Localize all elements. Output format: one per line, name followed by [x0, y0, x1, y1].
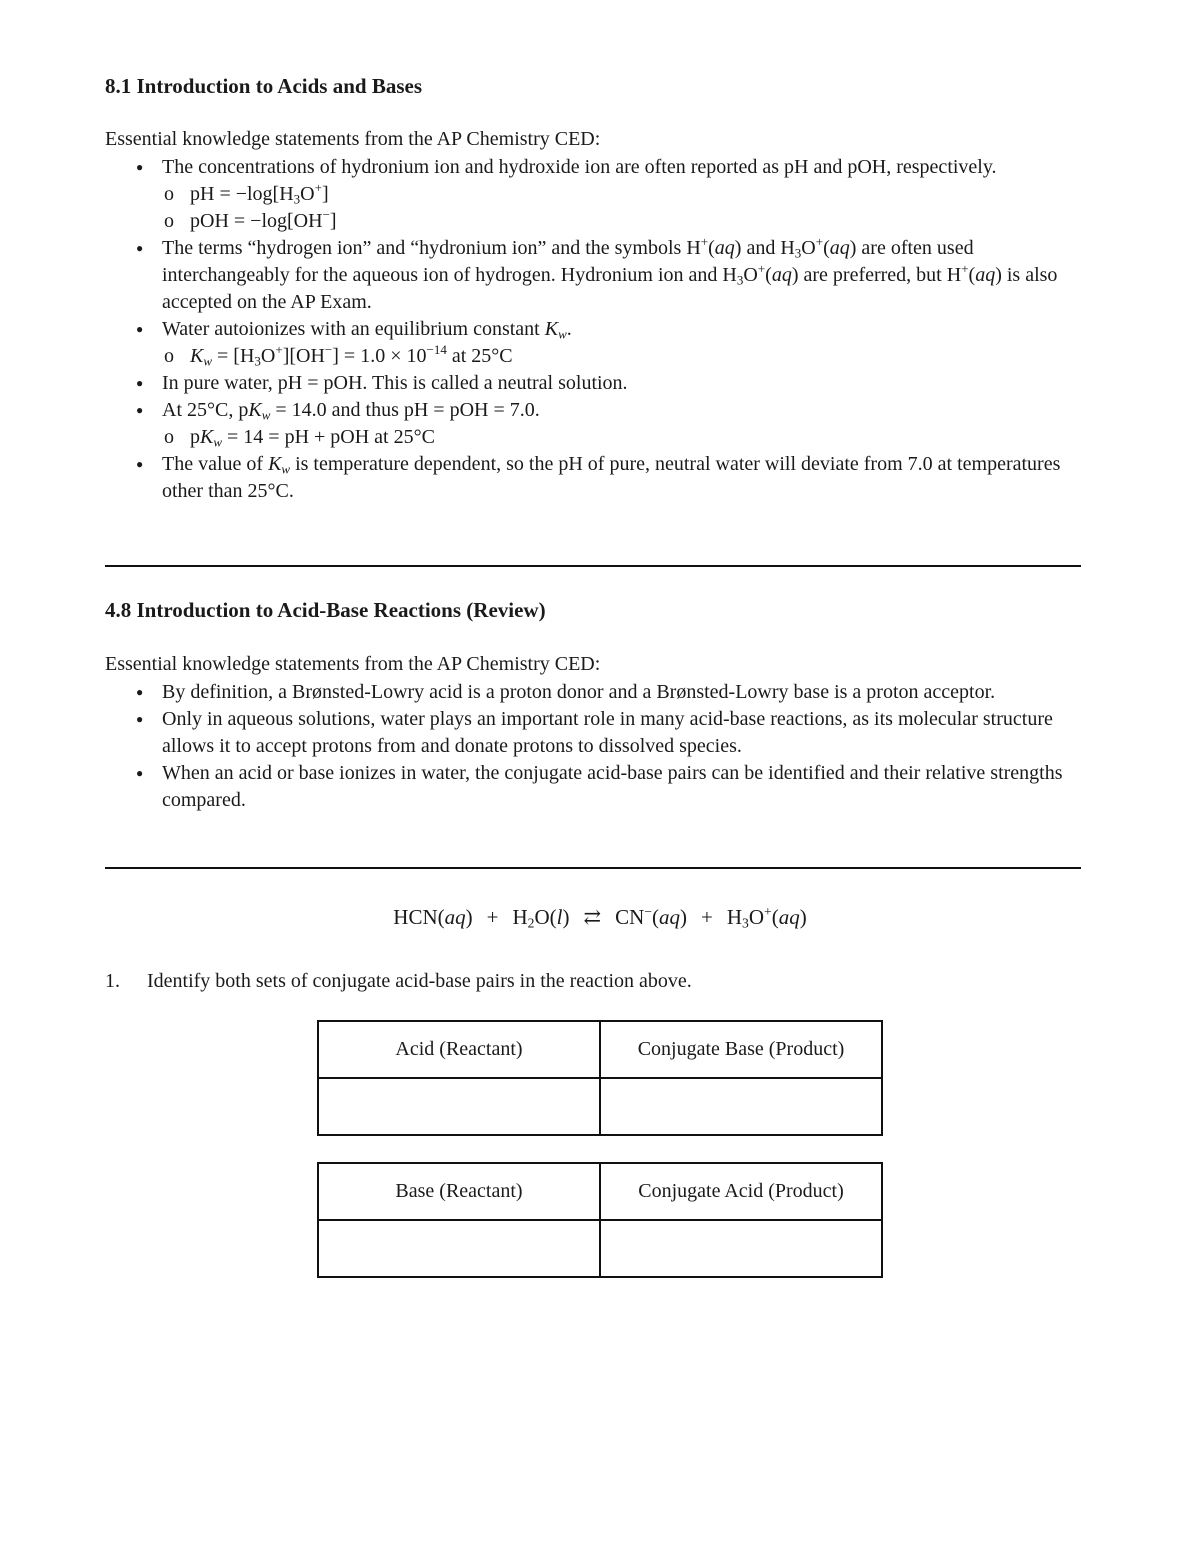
list-item: ● At 25°C, $pK_w = 14.0$ and thus pH = pOH = 7.0. o $pK_w = 14$ = pH + pOH at 25°C: [105, 397, 1105, 451]
acid-base-table: [317, 1020, 883, 1136]
conjugate-acid-answer-cell[interactable]: [600, 1220, 882, 1277]
list-item: ● Water autoionizes with an equilibrium constant $K_w$. o $K_w = [H_3O^+][OH^-] = 1.0 \times 10^{-14}$ at 25°C: [105, 316, 1105, 370]
list-item: o $pK_w = 14$ = pH + pOH at 25°C: [162, 424, 1105, 451]
question-number: 1.: [105, 970, 120, 992]
list-item: ● The terms “hydrogen ion” and “hydronium ion” and the symbols H+(aq) and $H_3O^+(aq)$ are often used interchangeably for the aqueous ion of hydrogen. Hydronium ion and $H_3O^+(aq)$ are preferred, but H+(aq) is also accepted on the AP Exam.: [105, 235, 1105, 316]
reaction-equation: $HCN(aq) + H_2O(l)$ ⇄ $CN^-(aq) + H_3O^+(aq)$: [393, 903, 807, 931]
conjugate-acid-header: Conjugate Acid (Product): [600, 1163, 882, 1220]
section-heading-4-8: 4.8 Introduction to Acid-Base Reactions (Review): [105, 598, 546, 622]
list-item: ● Only in aqueous solutions, water plays an important role in many acid-base reactions, as its molecular structure allows it to accept protons from and donate protons to dissolved species.: [105, 706, 1105, 760]
acid-reactant-answer-cell[interactable]: [318, 1078, 600, 1135]
list-item: ● The value of $K_w$ is temperature dependent, so the pH of pure, neutral water will deviate from 7.0 at temperatures other than 25°C.: [105, 451, 1105, 505]
section-heading-8-1: 8.1 Introduction to Acids and Bases: [105, 74, 423, 98]
list-item: ● The concentrations of hydronium ion and hydroxide ion are often reported as pH and pOH, respectively. o pH = $-\log[H_3O^+]$ o pOH = −log[OH−]: [105, 154, 1105, 235]
list-item: ● When an acid or base ionizes in water, the conjugate acid-base pairs can be identified and their relative strengths compared.: [105, 760, 1105, 814]
section-divider: [105, 565, 1081, 567]
question-text: Identify both sets of conjugate acid-base pairs in the reaction above.: [147, 970, 692, 992]
section-intro-4-8: Essential knowledge statements from the AP Chemistry CED:: [105, 653, 601, 675]
base-reactant-header: Base (Reactant): [318, 1163, 600, 1220]
knowledge-list-4-8: [105, 679, 1105, 814]
sub-list: [162, 181, 1105, 235]
base-acid-table: [317, 1162, 883, 1278]
section-divider: [105, 867, 1081, 869]
section-intro-8-1: Essential knowledge statements from the AP Chemistry CED:: [105, 128, 601, 150]
list-item: o $K_w = [H_3O^+][OH^-] = 1.0 \times 10^{-14}$ at 25°C: [162, 343, 1105, 370]
knowledge-list-8-1: [105, 154, 1105, 505]
acid-reactant-header: Acid (Reactant): [318, 1021, 600, 1078]
question-1: [105, 968, 692, 994]
list-item: o pOH = −log[OH−]: [162, 208, 1105, 235]
sub-list: [162, 424, 1105, 451]
list-item: ● By definition, a Brønsted-Lowry acid is a proton donor and a Brønsted-Lowry base is a proton acceptor.: [105, 679, 1105, 706]
list-item: ● In pure water, pH = pOH. This is called a neutral solution.: [105, 370, 1105, 397]
conjugate-base-answer-cell[interactable]: [600, 1078, 882, 1135]
sub-list: [162, 343, 1105, 370]
base-reactant-answer-cell[interactable]: [318, 1220, 600, 1277]
list-item: o pH = $-\log[H_3O^+]$: [162, 181, 1105, 208]
conjugate-base-header: Conjugate Base (Product): [600, 1021, 882, 1078]
